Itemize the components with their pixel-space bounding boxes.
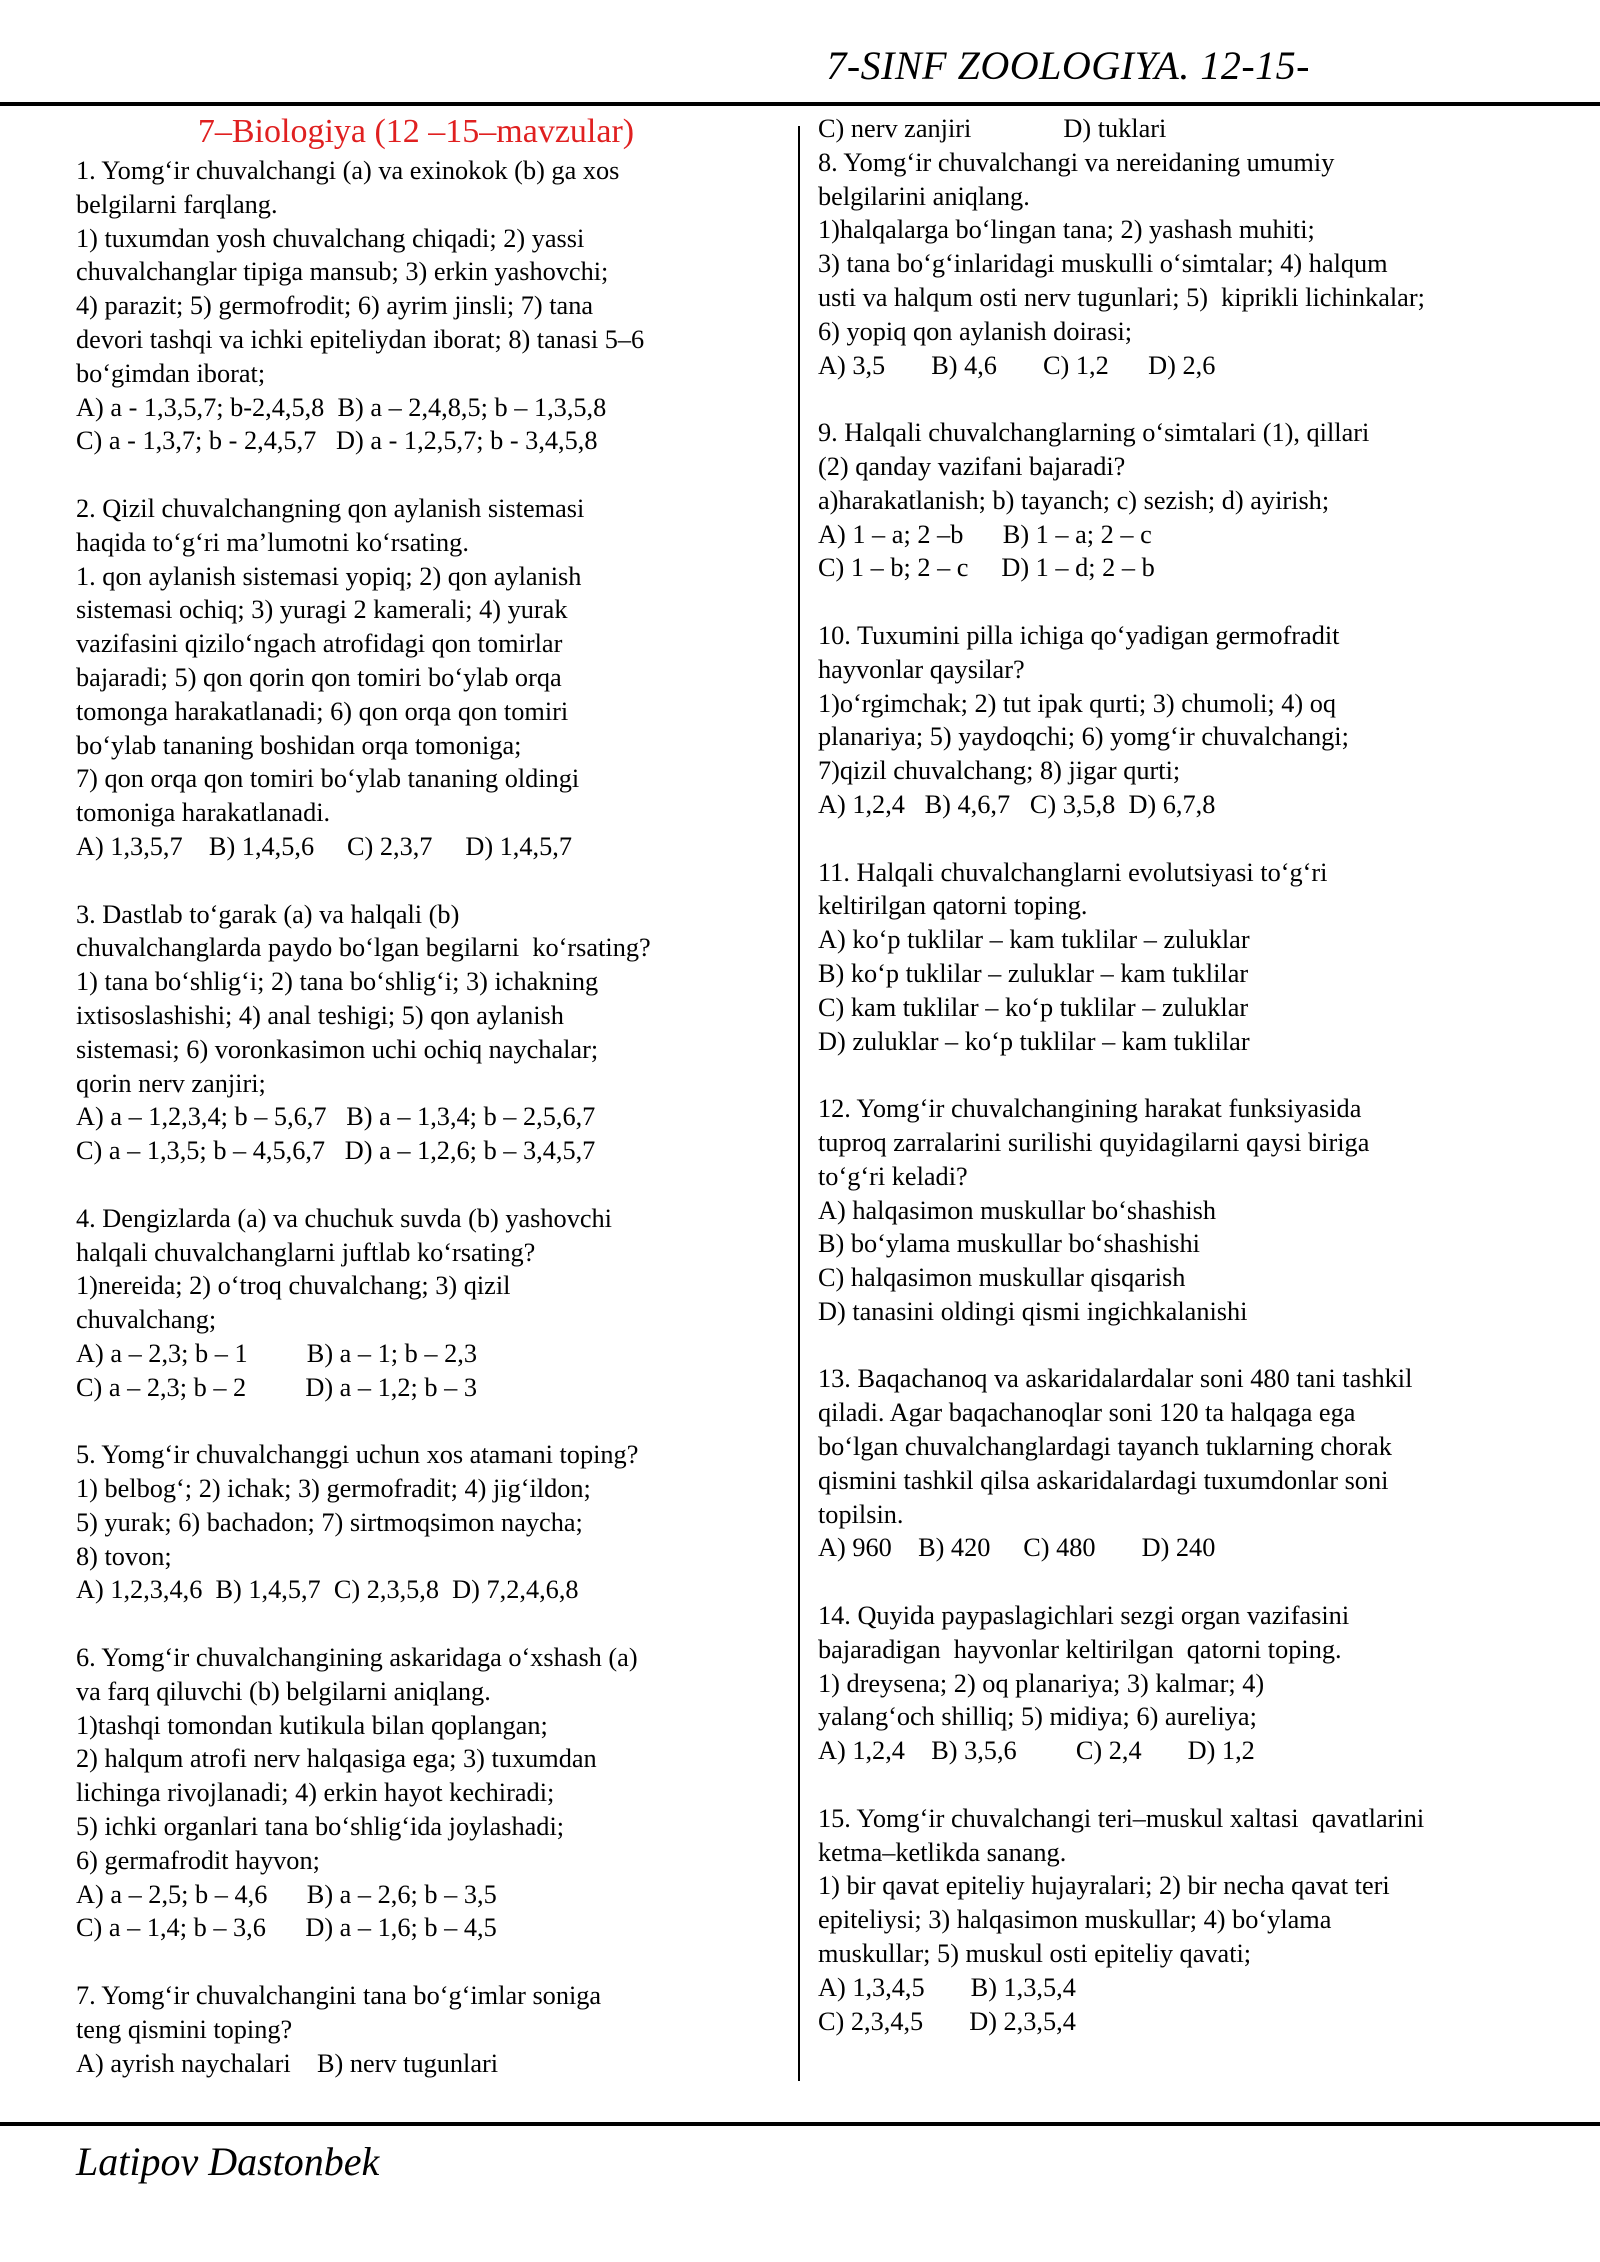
text-line: C) a – 1,4; b – 3,6 D) a – 1,6; b – 4,5 <box>76 1913 497 1943</box>
text-line: A) 1 – a; 2 –b B) 1 – a; 2 – c <box>818 519 1152 549</box>
header-divider <box>0 102 1600 106</box>
footer-author: Latipov Dastonbek <box>76 2139 380 2184</box>
text-line: 4) parazit; 5) germofrodit; 6) ayrim jinsli; 7) tana <box>76 291 594 321</box>
text-line: (2) qanday vazifani bajaradi? <box>818 451 1126 481</box>
spacer <box>76 1168 756 1202</box>
text-line: D) tanasini oldingi qismi ingichkalanishi <box>818 1296 1248 1326</box>
text-line: A) 1,3,4,5 B) 1,3,5,4 <box>818 1972 1076 2002</box>
text-line: 1. Yomg‘ir chuvalchangi (a) va exinokok (b) ga xos <box>76 156 620 185</box>
text-line: chuvalchanglar tipiga mansub; 3) erkin yashovchi; <box>76 257 609 287</box>
text-line: D) zuluklar – ko‘p tuklilar – kam tuklilar <box>818 1026 1250 1056</box>
text-line: 6) yopiq qon aylanish doirasi; <box>818 316 1133 346</box>
text-line: 7. Yomg‘ir chuvalchangini tana bo‘g‘imlar soniga <box>76 1981 602 2011</box>
text-line: 10. Tuxumini pilla ichiga qo‘yadigan germofradit <box>818 620 1340 650</box>
text-line: devori tashqi va ichki epiteliydan iborat; 8) tanasi 5–6 <box>76 324 645 354</box>
text-line: halqali chuvalchanglarni juftlab ko‘rsating? <box>76 1237 536 1267</box>
text-line: tomonga harakatlanadi; 6) qon orqa qon tomiri <box>76 696 569 726</box>
text-line: C) a - 1,3,7; b - 2,4,5,7 D) a - 1,2,5,7; b - 3,4,5,8 <box>76 426 598 456</box>
text-line: vazifasini qizilo‘ngach atrofidagi qon tomirlar <box>76 629 563 659</box>
text-line: muskullar; 5) muskul osti epiteliy qavati; <box>818 1939 1252 1969</box>
footer-divider <box>0 2122 1600 2126</box>
text-line: 11. Halqali chuvalchanglarni evolutsiyasi to‘g‘ri <box>818 857 1328 887</box>
text-line: to‘g‘ri keladi? <box>818 1161 968 1191</box>
text-line: bajaradi; 5) qon qorin qon tomiri bo‘ylab orqa <box>76 662 562 692</box>
text-line: A) halqasimon muskullar bo‘shashish <box>818 1195 1217 1225</box>
text-line: 15. Yomg‘ir chuvalchangi teri–muskul xaltasi qavatlarini <box>818 1803 1425 1833</box>
text-line: 7)qizil chuvalchang; 8) jigar qurti; <box>818 756 1181 786</box>
text-line: tomoniga harakatlanadi. <box>76 798 331 828</box>
spacer <box>818 1768 1558 1802</box>
text-line: A) 1,2,4 B) 3,5,6 C) 2,4 D) 1,2 <box>818 1736 1255 1766</box>
text-line: 3. Dastlab to‘garak (a) va halqali (b) <box>76 899 460 929</box>
text-line: 3) tana bo‘g‘inlaridagi muskulli o‘simtalar; 4) halqum <box>818 249 1388 279</box>
text-line: epiteliysi; 3) halqasimon muskullar; 4) bo‘ylama <box>818 1905 1332 1935</box>
text-line: C) 1 – b; 2 – c D) 1 – d; 2 – b <box>818 553 1155 583</box>
text-line: 1)o‘rgimchak; 2) tut ipak qurti; 3) chumoli; 4) oq <box>818 688 1337 718</box>
spacer <box>76 1404 756 1438</box>
text-line: a)harakatlanish; b) tayanch; c) sezish; d) ayirish; <box>818 485 1330 515</box>
text-line: 2. Qizil chuvalchangning qon aylanish sistemasi <box>76 493 585 523</box>
text-line: A) ayrish naychalari B) nerv tugunlari <box>76 2048 499 2078</box>
text-line: teng qismini toping? <box>76 2014 293 2044</box>
text-line: A) 1,2,4 B) 4,6,7 C) 3,5,8 D) 6,7,8 <box>818 789 1216 819</box>
text-line: qiladi. Agar baqachanoqlar soni 120 ta halqaga ega <box>818 1398 1356 1428</box>
text-line: qorin nerv zanjiri; <box>76 1068 266 1098</box>
text-line: 8) tovon; <box>76 1541 172 1571</box>
text-line: A) a – 2,3; b – 1 B) a – 1; b – 2,3 <box>76 1338 477 1368</box>
spacer <box>76 864 756 898</box>
text-line: 6) germafrodit hayvon; <box>76 1845 320 1875</box>
text-line: keltirilgan qatorni toping. <box>818 891 1088 921</box>
text-line: 2) halqum atrofi nerv halqasiga ega; 3) tuxumdan <box>76 1744 597 1774</box>
text-line: 5. Yomg‘ir chuvalchanggi uchun xos atamani toping? <box>76 1440 639 1470</box>
text-line: haqida to‘g‘ri ma’lumotni ko‘rsating. <box>76 527 469 557</box>
text-line: yalang‘och shilliq; 5) midiya; 6) aureliya; <box>818 1702 1257 1732</box>
text-line: belgilarni farqlang. <box>76 189 278 219</box>
text-line: A) a – 2,5; b – 4,6 B) a – 2,6; b – 3,5 <box>76 1879 497 1909</box>
text-line: 1)nereida; 2) o‘troq chuvalchang; 3) qizil <box>76 1271 511 1301</box>
text-line: C) 2,3,4,5 D) 2,3,5,4 <box>818 2006 1076 2036</box>
text-line: bajaradigan hayvonlar keltirilgan qatorni toping. <box>818 1634 1342 1664</box>
text-line: 1. qon aylanish sistemasi yopiq; 2) qon aylanish <box>76 561 582 591</box>
spacer <box>818 585 1558 619</box>
text-line: A) 1,3,5,7 B) 1,4,5,6 C) 2,3,7 D) 1,4,5,7 <box>76 831 572 861</box>
text-line: 13. Baqachanoq va askaridalardalar soni 480 tani tashkil <box>818 1364 1413 1394</box>
text-line: A) 1,2,3,4,6 B) 1,4,5,7 C) 2,3,5,8 D) 7,2,4,6,8 <box>76 1575 579 1605</box>
text-line: 1) belbog‘; 2) ichak; 3) germofradit; 4) jig‘ildon; <box>76 1474 591 1504</box>
text-line: 1)halqalarga bo‘lingan tana; 2) yashash muhiti; <box>818 215 1315 245</box>
text-line: 1) tuxumdan yosh chuvalchang chiqadi; 2) yassi <box>76 223 585 253</box>
text-line: 7) qon orqa qon tomiri bo‘ylab tananing oldingi <box>76 764 580 794</box>
text-line: 1)tashqi tomondan kutikula bilan qoplangan; <box>76 1710 548 1740</box>
text-line: usti va halqum osti nerv tugunlari; 5) kiprikli lichinkalar; <box>818 282 1425 312</box>
text-line: topilsin. <box>818 1499 904 1529</box>
text-line: sistemasi; 6) voronkasimon uchi ochiq naychalar; <box>76 1034 599 1064</box>
text-line: belgilarini aniqlang. <box>818 181 1030 211</box>
text-line: C) kam tuklilar – ko‘p tuklilar – zuluklar <box>818 992 1249 1022</box>
text-line: chuvalchang; <box>76 1305 217 1335</box>
text-line: 14. Quyida paypaslagichlari sezgi organ vazifasini <box>818 1601 1350 1631</box>
text-line: bo‘ylab tananing boshidan orqa tomoniga; <box>76 730 522 760</box>
spacer <box>76 458 756 492</box>
spacer <box>76 1607 756 1641</box>
text-line: 12. Yomg‘ir chuvalchangining harakat funksiyasida <box>818 1094 1362 1124</box>
page-header <box>0 0 1600 108</box>
text-line: A) 3,5 B) 4,6 C) 1,2 D) 2,6 <box>818 350 1216 380</box>
text-line: chuvalchanglarda paydo bo‘lgan begilarni ko‘rsating? <box>76 933 651 963</box>
text-line: qismini tashkil qilsa askaridalardagi tuxumdonlar soni <box>818 1465 1389 1495</box>
text-line: ketma–ketlikda sanang. <box>818 1837 1067 1867</box>
spacer <box>818 1058 1558 1092</box>
text-line: A) ko‘p tuklilar – kam tuklilar – zuluklar <box>818 925 1250 955</box>
spacer <box>818 822 1558 856</box>
text-line: B) ko‘p tuklilar – zuluklar – kam tuklilar <box>818 958 1249 988</box>
text-line: bo‘gimdan iborat; <box>76 358 266 388</box>
text-line: sistemasi ochiq; 3) yuragi 2 kamerali; 4) yurak <box>76 595 568 625</box>
text-line: A) a - 1,3,5,7; b-2,4,5,8 B) a – 2,4,8,5; b – 1,3,5,8 <box>76 392 607 422</box>
text-line: C) halqasimon muskullar qisqarish <box>818 1263 1186 1293</box>
text-line: bo‘lgan chuvalchanglardagi tayanch tuklarning chorak <box>818 1432 1392 1462</box>
text-line: 9. Halqali chuvalchanglarning o‘simtalari (1), qillari <box>818 418 1370 448</box>
left-column <box>76 112 756 2080</box>
text-line: va farq qiluvchi (b) belgilarni aniqlang. <box>76 1676 491 1706</box>
right-column <box>818 112 1558 2038</box>
text-line: 5) ichki organlari tana bo‘shlig‘ida joylashadi; <box>76 1812 565 1842</box>
text-line: tuproq zarralarini surilishi quyidagilarni qaysi biriga <box>818 1127 1370 1157</box>
spacer <box>818 1565 1558 1599</box>
text-line: 1) tana bo‘shlig‘i; 2) tana bo‘shlig‘i; 3) ichakning <box>76 967 599 997</box>
spacer <box>818 1329 1558 1363</box>
text-line: C) nerv zanjiri D) tuklari <box>818 114 1167 143</box>
text-line: 8. Yomg‘ir chuvalchangi va nereidaning umumiy <box>818 147 1335 177</box>
text-line: B) bo‘ylama muskullar bo‘shashishi <box>818 1229 1200 1259</box>
text-line: 1) dreysena; 2) oq planariya; 3) kalmar; 4) <box>818 1668 1265 1698</box>
right-question-list <box>818 112 1558 2038</box>
spacer <box>76 1945 756 1979</box>
text-line: ixtisoslashishi; 4) anal teshigi; 5) qon aylanish <box>76 1000 564 1030</box>
spacer <box>818 382 1558 416</box>
header-title: 7-SINF ZOOLOGIYA. 12-15- <box>826 43 1310 88</box>
text-line: 1) bir qavat epiteliy hujayralari; 2) bir necha qavat teri <box>818 1871 1390 1901</box>
text-line: A) a – 1,2,3,4; b – 5,6,7 B) a – 1,3,4; b – 2,5,6,7 <box>76 1102 596 1132</box>
text-line: 5) yurak; 6) bachadon; 7) sirtmoqsimon naycha; <box>76 1507 583 1537</box>
text-line: planariya; 5) yaydoqchi; 6) yomg‘ir chuvalchangi; <box>818 722 1349 752</box>
column-divider <box>798 126 800 2081</box>
text-line: C) a – 2,3; b – 2 D) a – 1,2; b – 3 <box>76 1372 477 1402</box>
text-line: 4. Dengizlarda (a) va chuchuk suvda (b) yashovchi <box>76 1203 612 1233</box>
text-line: C) a – 1,3,5; b – 4,5,6,7 D) a – 1,2,6; b – 3,4,5,7 <box>76 1136 596 1166</box>
section-title: 7–Biologiya (12 –15–mavzular) <box>197 113 635 150</box>
text-line: A) 960 B) 420 C) 480 D) 240 <box>818 1533 1216 1563</box>
text-line: lichinga rivojlanadi; 4) erkin hayot kechiradi; <box>76 1778 555 1808</box>
text-line: hayvonlar qaysilar? <box>818 654 1025 684</box>
left-question-list <box>76 154 756 2080</box>
text-line: 6. Yomg‘ir chuvalchangining askaridaga o‘xshash (a) <box>76 1643 638 1673</box>
